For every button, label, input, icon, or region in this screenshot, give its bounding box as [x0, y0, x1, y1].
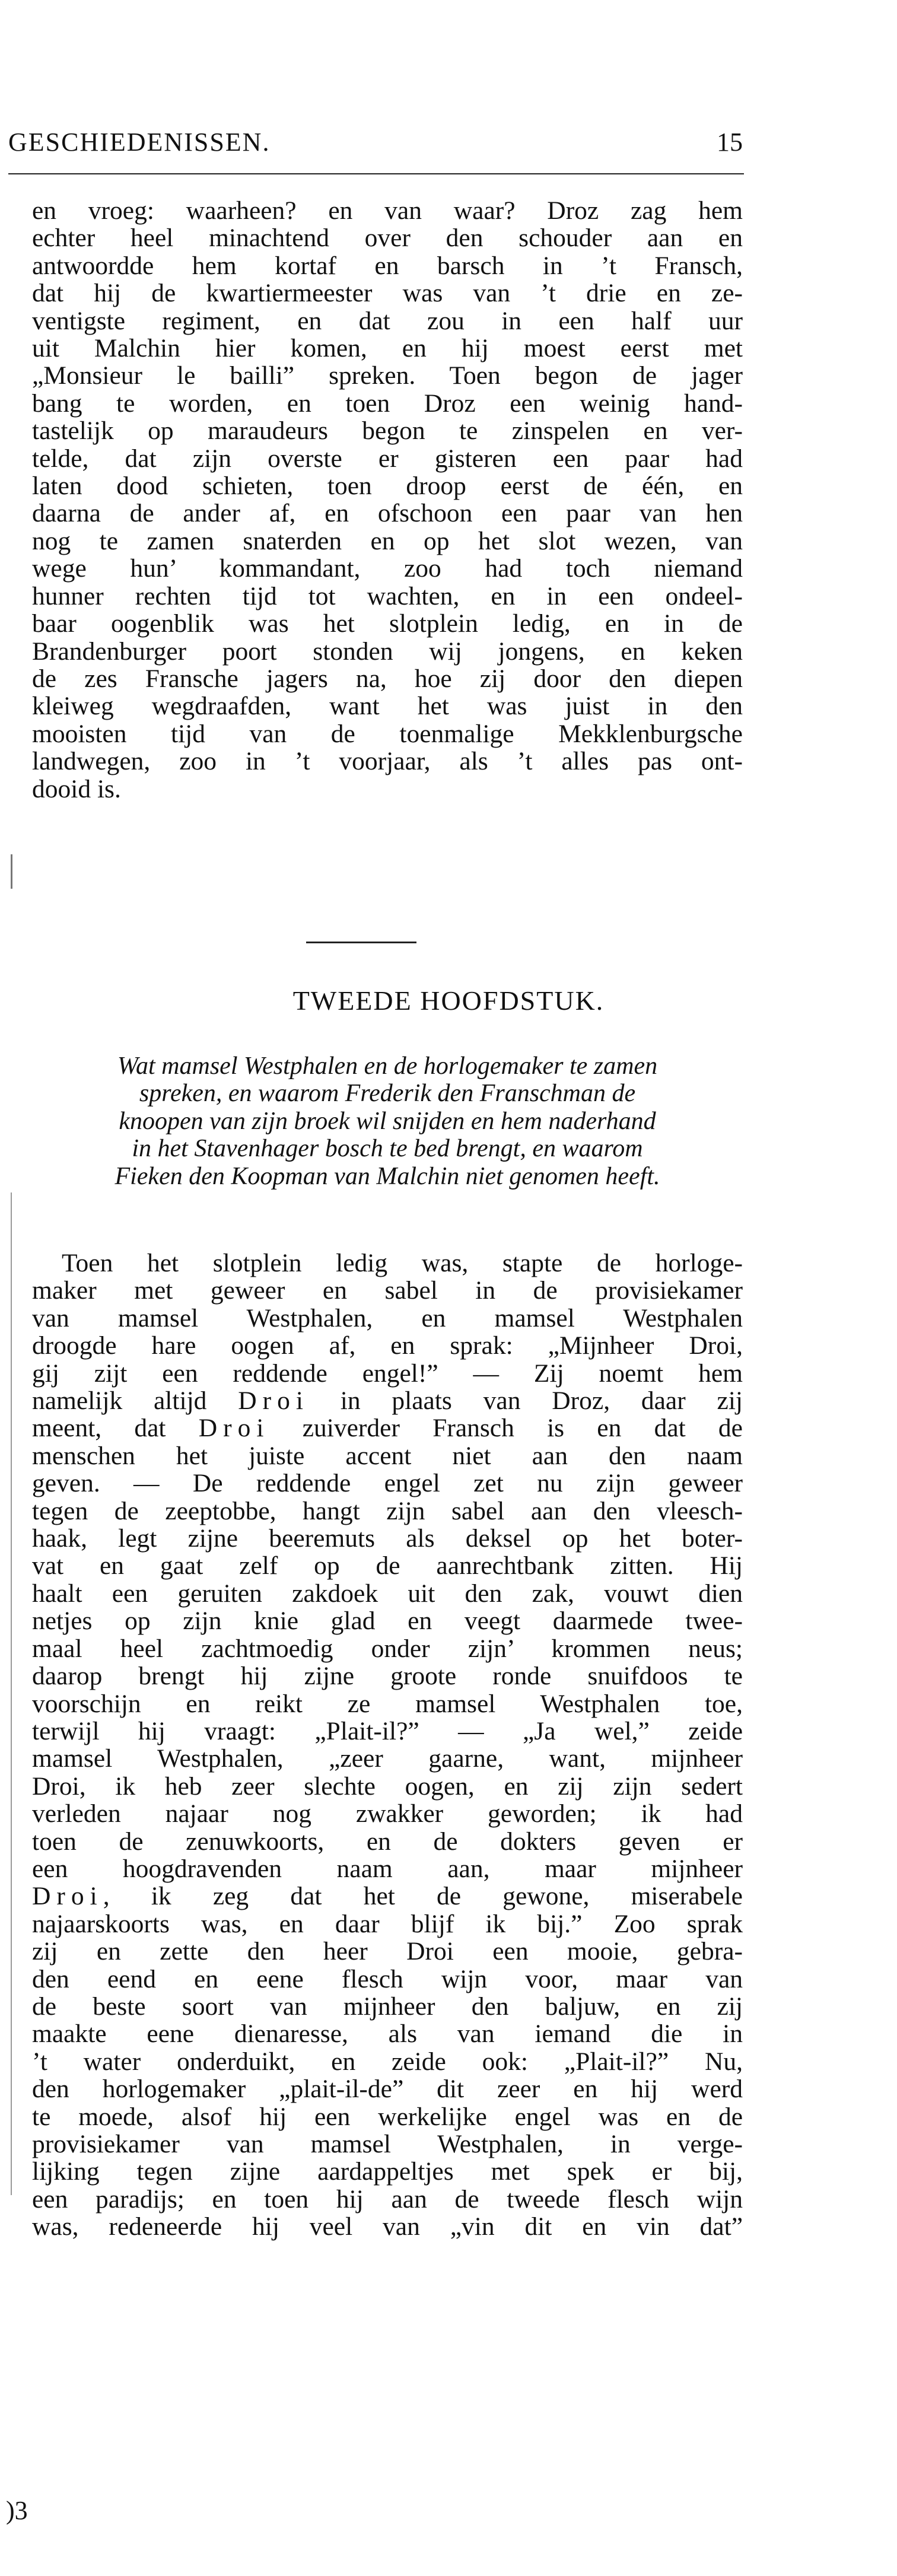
text-line: lijking tegen zijne aardappeltjes met spek er bij, [32, 2157, 743, 2186]
scan-edge-mark [11, 1192, 12, 2195]
text-line: de zes Fransche jagers na, hoe zij door den diepen [32, 664, 743, 693]
text-line [32, 1414, 743, 1442]
section-separator [306, 942, 416, 943]
text-line: uit Malchin hier komen, en hij moest eerst met [32, 334, 743, 363]
text-line: was, redeneerde hij veel van „vin dit en vin dat” [32, 2212, 743, 2241]
text-run: , ik zeg dat het de gewone, miserabele [103, 1882, 743, 1911]
text-line: echter heel minachtend over den schouder aan en [32, 224, 743, 253]
text-line: najaarskoorts was, en daar blijf ik bij.” Zoo sprak [32, 1909, 743, 1938]
paragraph-2 [32, 1249, 743, 2241]
text-line: tastelijk op maraudeurs begon te zinspelen en ver- [32, 416, 743, 446]
text-line: maakte eene dienaresse, als van iemand die in [32, 2020, 743, 2049]
text-line: laten dood schieten, toen droop eerst de één, en [32, 472, 743, 501]
running-header [8, 127, 743, 174]
spaced-name: Droi [32, 1882, 103, 1911]
text-line: dat hij de kwartiermeester was van ’t drie en ze- [32, 279, 743, 308]
summary-line: in het Stavenhager bosch te bed brengt, en waarom [132, 1135, 643, 1163]
text-line: provisiekamer van mamsel Westphalen, in verge- [32, 2130, 743, 2158]
text-line: zij en zette den heer Droi een mooie, gebra- [32, 1937, 743, 1966]
text-run: namelijk altijd [32, 1386, 238, 1416]
text-line: Brandenburger poort stonden wij jongens, en keken [32, 637, 743, 666]
text-line: een hoogdravenden naam aan, maar mijnheer [32, 1854, 743, 1883]
text-line: haalt een geruiten zakdoek uit den zak, vouwt dien [32, 1579, 743, 1608]
text-line: landwegen, zoo in ’t voorjaar, als ’t alles pas ont- [32, 747, 743, 776]
scan-edge-mark [11, 854, 12, 889]
text-line: nog te zamen snaterden en op het slot wezen, van [32, 526, 743, 555]
text-line: „Monsieur le bailli” spreken. Toen begon de jager [32, 361, 743, 390]
text-line: Droi, ik heb zeer slechte oogen, en zij zijn sedert [32, 1772, 743, 1801]
text-line: voorschijn en reikt ze mamsel Westphalen toe, [32, 1689, 743, 1718]
text-line: de beste soort van mijnheer den baljuw, en zij [32, 1992, 743, 2021]
summary-line: Fieken den Koopman van Malchin niet genomen heeft. [114, 1162, 660, 1190]
text-line: gij zijt een reddende engel!” — Zij noemt hem [32, 1359, 743, 1388]
summary-line: knoopen van zijn broek wil snijden en hem naderhand [119, 1107, 656, 1135]
text-line [32, 1882, 743, 1910]
text-line: droogde hare oogen af, en sprak: „Mijnheer Droi, [32, 1331, 743, 1360]
text-line: terwijl hij vraagt: „Plait-il?” — „Ja wel,” zeide [32, 1716, 743, 1745]
text-line: kleiweg wegdraafden, want het was juist in den [32, 692, 743, 721]
text-line: Toen het slotplein ledig was, stapte de horloge- [62, 1249, 743, 1277]
text-line: hunner rechten tijd tot wachten, en in een ondeel- [32, 581, 743, 610]
text-run: zuiverder Fransch is en dat de [269, 1414, 743, 1443]
text-line: toen de zenuwkoorts, en de dokters geven er [32, 1827, 743, 1856]
text-line: maal heel zachtmoedig onder zijn’ krommen neus; [32, 1634, 743, 1663]
text-line: mooisten tijd van de toenmalige Mekklenburgsche [32, 719, 743, 748]
spaced-name: Droi [198, 1414, 270, 1443]
text-line: verleden najaar nog zwakker geworden; ik had [32, 1799, 743, 1828]
text-line: telde, dat zijn overste er gisteren een paar had [32, 444, 743, 473]
signature-mark: )3 [6, 2496, 28, 2525]
summary-line: Wat mamsel Westphalen en de horlogemaker te zamen [117, 1052, 658, 1080]
text-line: den horlogemaker „plait-il-de” dit zeer en hij werd [32, 2075, 743, 2104]
text-line: ’t water onderduikt, en zeide ook: „Plait-il?” Nu, [32, 2047, 743, 2076]
text-line: te moede, alsof hij een werkelijke engel was en de [32, 2102, 743, 2131]
spaced-name: Droi [238, 1386, 309, 1416]
text-line: baar oogenblik was het slotplein ledig, en in de [32, 609, 743, 638]
text-line: ventigste regiment, en dat zou in een half uur [32, 306, 743, 335]
text-line: netjes op zijn knie glad en veegt daarmede twee- [32, 1607, 743, 1636]
text-line: bang te worden, en toen Droz een weinig hand- [32, 389, 743, 418]
text-line: vat en gaat zelf op de aanrechtbank zitten. Hij [32, 1551, 743, 1580]
text-line: dooid is. [32, 774, 121, 803]
page-number: 15 [717, 128, 743, 157]
text-line: tegen de zeeptobbe, hangt zijn sabel aan den vleesch- [32, 1496, 743, 1525]
running-title: GESCHIEDENISSEN. [8, 128, 271, 157]
text-line: daarna de ander af, en ofschoon een paar van hen [32, 499, 743, 528]
text-run: in plaats van Droz, daar zij [308, 1386, 743, 1416]
chapter-heading: TWEEDE HOOFDSTUK. [292, 985, 605, 1016]
chapter-summary [32, 1052, 743, 1190]
text-line: maker met geweer en sabel in de provisiekamer [32, 1276, 743, 1305]
text-line: daarop brengt hij zijne groote ronde snuifdoos te [32, 1662, 743, 1691]
paragraph-1 [32, 197, 743, 803]
text-line [32, 1387, 743, 1414]
text-run: meent, dat [32, 1414, 199, 1443]
summary-line: spreken, en waarom Frederik den Franschman de [139, 1080, 636, 1108]
text-line: en vroeg: waarheen? en van waar? Droz zag hem [32, 196, 743, 225]
header-rule [8, 173, 744, 174]
text-line: wege hun’ kommandant, zoo had toch niemand [32, 554, 743, 583]
text-line: van mamsel Westphalen, en mamsel Westphalen [32, 1303, 743, 1332]
text-line: een paradijs; en toen hij aan de tweede flesch wijn [32, 2184, 743, 2214]
text-line: den eend en eene flesch wijn voor, maar van [32, 1964, 743, 1993]
text-line: haak, legt zijne beeremuts als deksel op het boter- [32, 1524, 743, 1553]
text-line: menschen het juiste accent niet aan den naam [32, 1441, 743, 1470]
text-line: mamsel Westphalen, „zeer gaarne, want, mijnheer [32, 1744, 743, 1773]
text-line: geven. — De reddende engel zet nu zijn geweer [32, 1469, 743, 1498]
text-line: antwoordde hem kortaf en barsch in ’t Fransch, [32, 251, 743, 280]
